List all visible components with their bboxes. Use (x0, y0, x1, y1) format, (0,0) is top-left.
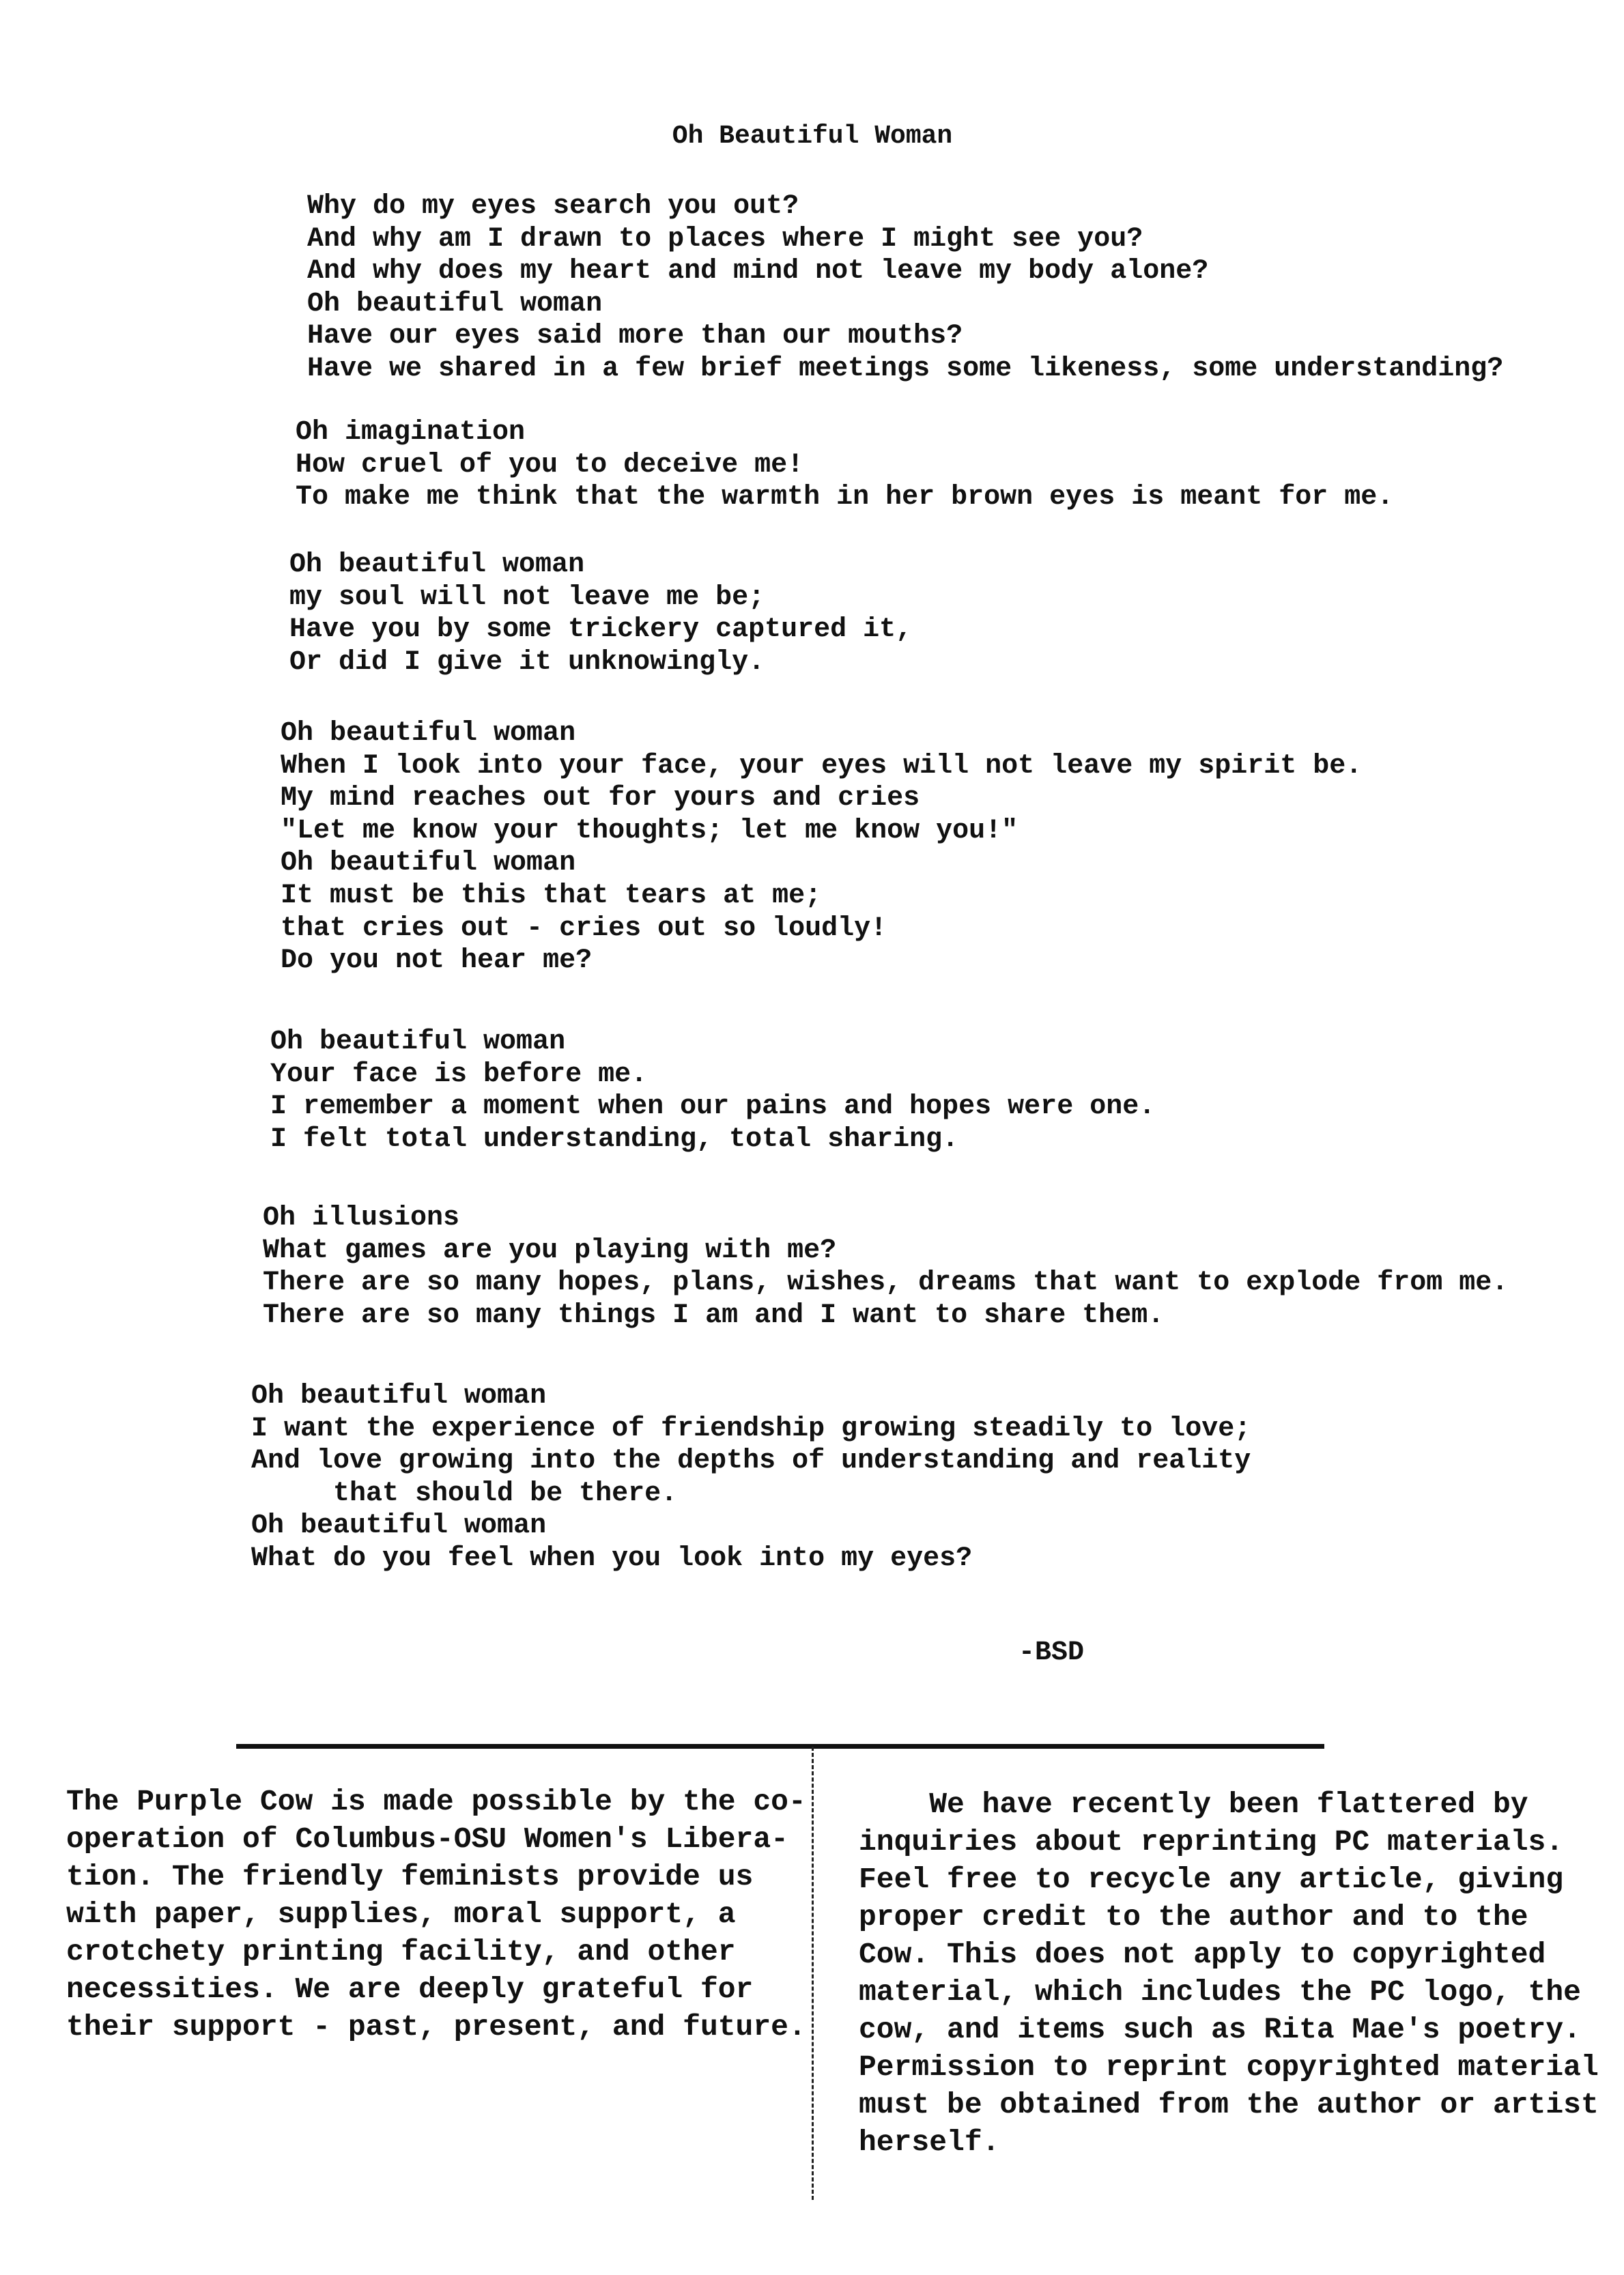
poem-line: And why am I drawn to places where I might see you? (307, 223, 1143, 255)
poem-line: There are so many hopes, plans, wishes, dreams that want to explode from me. (263, 1268, 1509, 1299)
poem-line: And why does my heart and mind not leave my body alone? (307, 256, 1209, 287)
stanza-1 (307, 190, 1503, 386)
poem-line: And love growing into the depths of understanding and reality (251, 1446, 1251, 1477)
notice-line: inquiries about reprinting PC materials. (859, 1825, 1564, 1859)
notice-line: necessities. We are deeply grateful for (66, 1973, 754, 2006)
poem-line: What games are you playing with me? (263, 1235, 837, 1266)
poem-line: Oh illusions (263, 1203, 460, 1233)
column-divider (812, 1747, 814, 2200)
poem-line: What do you feel when you look into my eyes? (251, 1543, 973, 1574)
notice-line: herself. (859, 2126, 1000, 2159)
notice-line: their support - past, present, and future. (66, 2010, 806, 2044)
poem-line: When I look into your face, your eyes will not leave my spirit be. (281, 750, 1363, 782)
stanza-3 (289, 549, 912, 678)
horizontal-divider (236, 1744, 1324, 1749)
notice-line: cow, and items such as Rita Mae's poetry. (859, 2013, 1581, 2046)
poem-line: Why do my eyes search you out? (307, 191, 799, 222)
poem-line: Oh beautiful woman (307, 288, 603, 319)
notice-line: proper credit to the author and to the (859, 1900, 1528, 1934)
poem-line: that cries out - cries out so loudly! (281, 913, 887, 944)
stanza-4 (281, 717, 1362, 977)
poem-line: Have our eyes said more than our mouths? (307, 321, 963, 352)
poem-line: "Let me know your thoughts; let me know you!" (281, 815, 1018, 846)
poem-line: Have you by some trickery captured it, (289, 614, 913, 646)
stanza-6 (263, 1202, 1508, 1332)
poem-line: I want the experience of friendship growing steadily to love; (251, 1413, 1251, 1444)
poem-line: It must be this that tears at me; (281, 880, 822, 911)
notice-line: The Purple Cow is made possible by the co- (66, 1785, 806, 1818)
stanza-5 (270, 1026, 1155, 1156)
notice-line: operation of Columbus-OSU Women's Libera- (66, 1822, 788, 1856)
right-column-notice (859, 1786, 1599, 2161)
poem-line: I remember a moment when our pains and hopes were one. (270, 1091, 1156, 1123)
notice-line: tion. The friendly feminists provide us (66, 1860, 754, 1893)
poem-line: Oh beautiful woman (270, 1027, 566, 1057)
notice-line: material, which includes the PC logo, the (859, 1975, 1581, 2009)
poem-line: Oh beautiful woman (289, 549, 585, 580)
poem-line: My mind reaches out for yours and cries (281, 783, 920, 814)
stanza-7 (251, 1380, 1251, 1575)
poem-line: Your face is before me. (270, 1059, 648, 1090)
poem-line: Have we shared in a few brief meetings some likeness, some understanding? (307, 353, 1504, 384)
poem-line: There are so many things I am and I want to share them. (263, 1300, 1165, 1331)
stanza-2 (296, 416, 1393, 514)
left-column-notice (66, 1783, 806, 2046)
notice-line: Cow. This does not apply to copyrighted (859, 1938, 1546, 1971)
poem-line: that should be there. (251, 1478, 678, 1509)
author-signature: -BSD (1018, 1637, 1085, 1668)
poem-title: Oh Beautiful Woman (672, 121, 953, 151)
poem-line: Or did I give it unknowingly. (289, 646, 765, 678)
notice-line: must be obtained from the author or artist (859, 2088, 1599, 2121)
poem-line: Oh beautiful woman (281, 848, 576, 879)
notice-line: Permission to reprint copyrighted material (859, 2050, 1599, 2084)
poem-line: Oh beautiful woman (251, 1381, 547, 1412)
poem-line: Do you not hear me? (281, 945, 593, 977)
notice-line: Feel free to recycle any article, giving (859, 1863, 1564, 1896)
poem-line: I felt total understanding, total sharing. (270, 1124, 959, 1155)
poem-line: How cruel of you to deceive me! (296, 449, 804, 481)
notice-line: We have recently been flattered by (859, 1788, 1528, 1821)
poem-line: Oh beautiful woman (251, 1511, 547, 1542)
notice-line: with paper, supplies, moral support, a (66, 1898, 736, 1931)
notice-line: crotchety printing facility, and other (66, 1935, 736, 1969)
poem-line: Oh beautiful woman (281, 718, 576, 749)
poem-line: my soul will not leave me be; (289, 582, 765, 613)
poem-line: To make me think that the warmth in her brown eyes is meant for me. (296, 482, 1394, 513)
poem-line: Oh imagination (296, 417, 526, 448)
